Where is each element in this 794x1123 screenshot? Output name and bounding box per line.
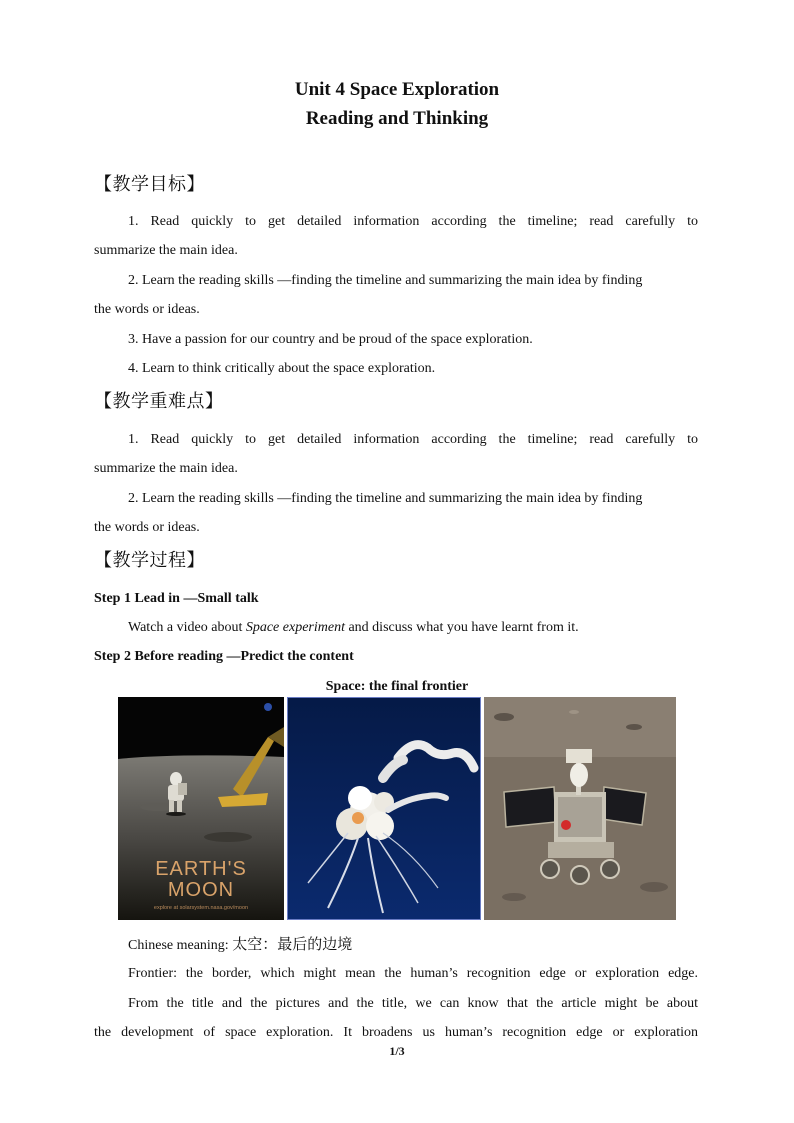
figure-caption: Space: the final frontier — [325, 679, 469, 694]
page-number: 1/3 — [389, 1044, 405, 1058]
poster-subtitle: explore at solarsystem.nasa.gov/moon — [153, 905, 249, 911]
step-2-title: Step 2 Before reading —Predict the content — [94, 649, 354, 664]
objective-4: 4. Learn to think critically about the space exploration. — [128, 361, 436, 376]
step-1-text-before: Watch a video about — [128, 620, 246, 635]
chinese-meaning-text: 太空：最后的边境 — [232, 935, 353, 953]
step-1-text-after: and discuss what you have learnt from it. — [344, 620, 579, 635]
poster-title-line-2: MOON — [167, 879, 235, 901]
section-heading-objectives: 【教学目标】 — [94, 174, 205, 195]
shuttle-explosion-image — [287, 697, 481, 920]
objective-2-line-2: the words or ideas. — [94, 302, 200, 317]
shuttle-explosion-graphic — [288, 698, 480, 919]
section-heading-process: 【教学过程】 — [94, 550, 205, 571]
objective-2-line-1: 2. Learn the reading skills —finding the timeline and summarizing the main idea by finding — [128, 273, 643, 288]
key-point-2-line-2: the words or ideas. — [94, 520, 200, 535]
step-1-title: Step 1 Lead in —Small talk — [94, 591, 259, 606]
step-1-text-italic: Space experiment — [245, 620, 345, 635]
chinese-meaning-label: Chinese meaning: — [128, 938, 233, 953]
paragraph-line-1: From the title and the pictures and the title, we can know that the article might be about — [128, 996, 698, 1011]
document-title: Unit 4 Space Exploration — [294, 79, 500, 100]
objective-1-line-2: summarize the main idea. — [94, 243, 238, 258]
chinese-meaning-line — [128, 936, 352, 954]
paragraph-line-2: the development of space exploration. It broadens us human’s recognition edge or exploration — [94, 1025, 698, 1040]
lunar-rover-graphic — [484, 697, 676, 920]
objective-1-line-1: 1. Read quickly to get detailed information according the timeline; read carefully to — [128, 214, 698, 229]
lunar-rover-image — [484, 697, 676, 920]
step-1-text — [128, 620, 579, 636]
key-point-1-line-2: summarize the main idea. — [94, 461, 238, 476]
moon-poster-image — [118, 697, 284, 920]
objective-3: 3. Have a passion for our country and be proud of the space exploration. — [128, 332, 533, 347]
frontier-definition: Frontier: the border, which might mean the human’s recognition edge or exploration edge. — [128, 966, 698, 981]
section-heading-key-points: 【教学重难点】 — [94, 391, 224, 412]
document-subtitle: Reading and Thinking — [305, 108, 489, 129]
moon-poster-graphic — [118, 697, 284, 920]
poster-title-line-1: EARTH'S — [155, 858, 247, 880]
key-point-1-line-1: 1. Read quickly to get detailed information according the timeline; read carefully to — [128, 432, 698, 447]
key-point-2-line-1: 2. Learn the reading skills —finding the timeline and summarizing the main idea by finding — [128, 491, 643, 506]
